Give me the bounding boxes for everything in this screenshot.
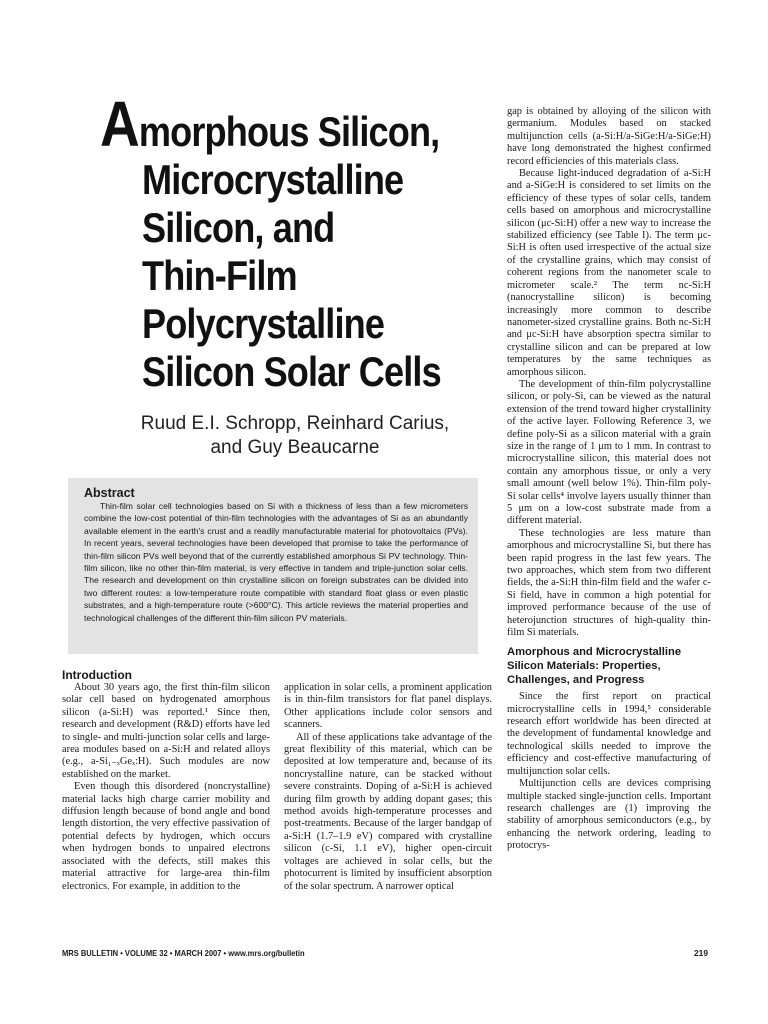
col3-paragraph-6: Multijunction cells are devices comprising multiple stacked single-junction cells. Important research challenges are (1) improving the stability of amorphous semiconductors (e.g., by enhancing the network ordering, leading to protocrys- [507, 778, 711, 852]
abstract-box [68, 478, 478, 654]
col3-paragraph-3: The development of thin-film polycrystalline silicon, or poly-Si, can be viewed as the natural extension of the trend toward higher crystallinity of the active layer. Following Reference 3, we define poly-Si as a silicon material with a grain size in the range of 1 μm to 1 mm. In contrast to microcrystalline silicon, this material does not contain any amorphous tissue, or only a very small amount (well below 1%). Thin-film poly-Si solar cells⁴ involve layers usually thinner than 5 μm on a low-cost substrate made from a different material. [507, 378, 711, 527]
title-line-3: Silicon, and [142, 204, 335, 251]
column-3 [507, 106, 711, 853]
title-line-6: Silicon Solar Cells [142, 348, 441, 395]
column-1 [62, 682, 270, 893]
abstract-text: Thin-film solar cell technologies based on Si with a thickness of less than a few micrometers combine the low-cost potential of thin-film technologies with the advantages of Si as an abundantly available element in the earth's crust and a readily manufacturable material for photovoltaics (PVs). In recent years, several technologies have been developed that promise to take the performance of thin-film silicon PVs well beyond that of the currently established amorphous Si PV technology. Thin-film silicon, like no other thin-film material, is very effective in tandem and triple-junction solar cells. The research and development on thin crystalline silicon on foreign substrates can be divided into two different routes: a low-temperature route compatible with standard float glass or even plastic substrates, and a high-temperature route (>600°C). This article reviews the material properties and technological challenges of the different thin-film silicon PV materials. [84, 501, 468, 623]
column-2 [284, 682, 492, 893]
article-title [100, 88, 500, 396]
intro-paragraph-2: Even though this disordered (noncrystalline) material lacks high charge carrier mobility and diffusion length because of bond angle and bond length distortion, the very effective passivation of potential defects by hydrogen, which occurs when hydrogen bonds to unpaired electrons associated with the defects, still makes this material attractive for large-area thin-film electronics. For example, in addition to the [62, 781, 270, 892]
intro-paragraph-4: All of these applications take advantage of the great flexibility of this material, which can be deposited at low temperature and, because of its noncrystalline nature, can be stacked without severe constraints. Doping of a-Si:H is achieved during film growth by adding dopant gases; this method avoids high-temperature processes and post-treatments. Because of the larger bandgap of a-Si:H (1.7–1.9 eV) compared with crystalline silicon (c-Si, 1.1 eV), higher open-circuit voltages are achieved in solar cells, but the photocurrent is limited by insufficient absorption of the solar spectrum. A narrower optical [284, 731, 492, 892]
col3-paragraph-4: These technologies are less mature than amorphous and microcrystalline Si, but there has been rapid progress in the last few years. The two approaches, which stem from two different fields, the a-Si:H thin-film field and the wafer c-Si field, have in common a high potential for improved performance because of the use of heterojunction structures of high-quality thin-film Si materials. [507, 527, 711, 639]
title-line-2: Microcrystalline [142, 156, 404, 203]
title-line-1-rest: morphous Silicon, [138, 108, 440, 155]
authors [95, 412, 495, 460]
authors-line-1: Ruud E.I. Schropp, Reinhard Carius, [140, 413, 450, 434]
title-line-4: Thin-Film [142, 252, 297, 299]
abstract-heading: Abstract [84, 486, 135, 500]
authors-line-2: and Guy Beaucarne [210, 437, 380, 458]
introduction-heading: Introduction [62, 668, 132, 682]
col3-paragraph-5: Since the first report on practical microcrystalline cells in 1994,⁵ considerable research effort worldwide has been directed at the development of fundamental knowledge and technological skills needed to improve the efficiency and cost-effective manufacturing of multijunction solar cells. [507, 691, 711, 777]
title-line-1 [100, 88, 444, 160]
intro-paragraph-3: application in solar cells, a prominent application is in thin-film transistors for flat panel displays. Other applications include color sensors and scanners. [284, 682, 492, 731]
title-line-5: Polycrystalline [142, 300, 385, 347]
page-number: 219 [694, 948, 708, 958]
title-dropcap: A [100, 88, 139, 160]
col3-paragraph-2: Because light-induced degradation of a-Si:H and a-SiGe:H is considered to set limits on the efficiency of these types of solar cells, tandem cells based on amorphous and microcrystalline silicon (μc-Si:H) offer a new way to increase the stabilized efficiency (see Table I). The term μc-Si:H is often used irrespective of the actual size of the crystalline grains, which may consist of coherent regions from the nanometer scale to micrometer scale.² The term nc-Si:H (nanocrystalline silicon) is becoming increasingly more common to describe nanometer-sized crystalline grains. Both nc-Si:H and μc-Si:H have absorption spectra similar to crystalline silicon and can be prepared at low temperatures by the same techniques as amorphous silicon. [507, 168, 711, 378]
intro-paragraph-1: About 30 years ago, the first thin-film silicon solar cell based on hydrogenated amorphous silicon (a-Si:H) was reported.¹ Since then, research and development (R&D) efforts have led to single- and multi-junction solar cells and large-area modules based on a-Si:H and related alloys (e.g., a-Si₁₋ₓGeₓ:H). Such modules are now established on the market. [62, 682, 270, 780]
footer-journal-info: MRS BULLETIN • VOLUME 32 • MARCH 2007 • www.mrs.org/bulletin [62, 948, 305, 958]
col3-paragraph-1: gap is obtained by alloying of the silicon with germanium. Modules based on stacked multijunction cells (a-Si:H/a-SiGe:H/a-SiGe:H) have long demonstrated the highest confirmed record efficiencies of this materials class. [507, 106, 711, 167]
section-heading: Amorphous and Microcrystalline Silicon Materials: Properties, Challenges, and Progress [507, 646, 682, 686]
